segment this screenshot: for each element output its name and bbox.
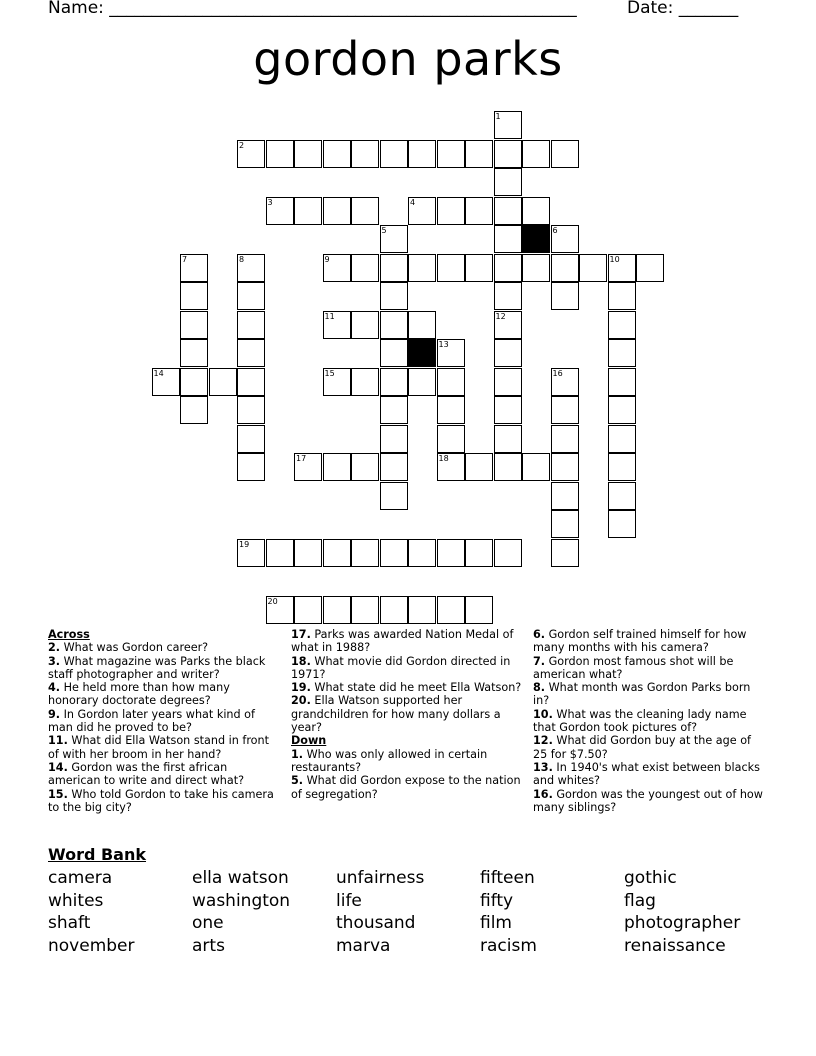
clue-number: 16 [552,368,563,378]
crossword-cell[interactable] [494,225,522,253]
clues-column-1 [48,628,282,814]
crossword-cell[interactable] [266,140,294,168]
crossword-cell[interactable] [180,282,208,310]
crossword-cell[interactable] [636,254,664,282]
crossword-cell[interactable] [351,368,379,396]
word-bank-item: ella watson [192,868,289,888]
crossword-cell[interactable] [351,197,379,225]
across-clue: 20. Ella Watson supported her grandchildren for how many dollars a year? [291,694,501,735]
word-bank-heading: Word Bank [48,845,147,864]
clue-number: 3 [267,197,273,207]
crossword-cell[interactable] [180,311,208,339]
crossword-cell[interactable] [608,482,636,510]
crossword-cell[interactable] [465,539,493,567]
crossword-cell[interactable] [437,254,465,282]
crossword-cell[interactable] [237,539,265,567]
crossword-cell[interactable] [408,311,436,339]
crossword-cell[interactable] [608,368,636,396]
crossword-cell[interactable] [380,140,408,168]
word-bank-item: film [480,913,512,934]
clue-number: 14 [153,368,164,378]
crossword-cell[interactable] [323,197,351,225]
word-bank-item: racism [480,935,537,956]
crossword-cell[interactable] [408,140,436,168]
crossword-cell[interactable] [608,311,636,339]
crossword-cell[interactable] [437,453,465,481]
crossword-cell[interactable] [551,425,579,453]
clue-number: 9 [324,254,330,264]
down-clue: 7. Gordon most famous shot will be american what? [533,654,734,681]
down-heading: Down [291,734,327,748]
clue-number: 5 [381,226,387,235]
clue-number: 12 [495,311,506,321]
crossword-cell[interactable] [608,425,636,453]
crossword-cell[interactable] [551,282,579,310]
word-bank-item: fifteen [480,868,535,888]
crossword-cell[interactable] [294,453,322,481]
clue-number: 20 [267,596,278,606]
crossword-cell[interactable] [608,339,636,367]
crossword-cell[interactable] [380,339,408,367]
crossword-cell[interactable] [551,453,579,481]
crossword-cell[interactable] [266,539,294,567]
crossword-cell[interactable] [408,368,436,396]
word-bank-item: one [192,913,224,934]
crossword-cell[interactable] [380,425,408,453]
crossword-cell[interactable] [152,368,180,396]
word-bank-item: flag [624,890,656,911]
clue-number: 2 [239,140,245,150]
crossword-cell[interactable] [551,140,579,168]
crossword-cell[interactable] [551,368,579,396]
crossword-cell[interactable] [294,539,322,567]
down-clue: 8. What month was Gordon Parks born in? [533,681,751,708]
crossword-cell[interactable] [380,282,408,310]
crossword-cell[interactable] [323,254,351,282]
crossword-cell[interactable] [408,254,436,282]
word-bank-item: gothic [624,868,677,888]
across-clue: 15. Who told Gordon to take his camera to the big city? [48,787,274,814]
crossword-cell[interactable] [237,368,265,396]
crossword-cell[interactable] [180,396,208,424]
crossword-cell[interactable] [608,510,636,538]
crossword-cell[interactable] [380,453,408,481]
word-bank-item: washington [192,890,291,911]
crossword-cell[interactable] [408,596,436,624]
clue-number: 19 [239,539,250,549]
down-clue: 12. What did Gordon buy at the age of 25 for $7.50? [533,734,751,761]
crossword-cell[interactable] [494,539,522,567]
crossword-cell[interactable] [608,396,636,424]
crossword-cell[interactable] [437,396,465,424]
word-bank-item: whites [48,890,104,911]
crossword-cell[interactable] [323,140,351,168]
crossword-cell[interactable] [494,368,522,396]
crossword-cell[interactable] [380,596,408,624]
crossword-cell[interactable] [408,539,436,567]
crossword-cell[interactable] [294,197,322,225]
across-clue: 9. In Gordon later years what kind of man did he proved to be? [48,707,255,735]
crossword-cell[interactable] [494,140,522,168]
crossword-cell[interactable] [351,311,379,339]
crossword-cell[interactable] [351,596,379,624]
crossword-cell[interactable] [323,368,351,396]
crossword-cell[interactable] [608,453,636,481]
down-clue: 13. In 1940's what exist between blacks and whites? [533,760,760,788]
crossword-cell[interactable] [522,453,550,481]
clue-number: 8 [239,254,245,264]
crossword-cell[interactable] [323,311,351,339]
crossword-cell[interactable] [209,368,237,396]
crossword-cell[interactable] [551,482,579,510]
word-bank-item: november [48,935,135,956]
crossword-cell[interactable] [351,140,379,168]
crossword-cell[interactable] [437,368,465,396]
crossword-cell[interactable] [465,197,493,225]
clue-number: 4 [410,197,416,207]
clue-number: 6 [552,226,558,235]
crossword-cell[interactable] [266,596,294,624]
word-bank-item: camera [48,868,113,888]
crossword-cell[interactable] [494,168,522,196]
crossword-cell[interactable] [294,596,322,624]
crossword-cell[interactable] [237,254,265,282]
crossword-cell[interactable] [237,311,265,339]
down-clue: 16. Gordon was the youngest out of how many siblings? [533,787,763,814]
across-clue: 2. What was Gordon career? [48,641,209,655]
crossword-cell[interactable] [551,225,579,253]
across-clue: 17. Parks was awarded Nation Medal of what in 1988? [291,628,514,655]
word-bank-item: renaissance [624,935,726,956]
down-clue: 6. Gordon self trained himself for how many months with his camera? [533,628,747,655]
crossword-cell[interactable] [465,254,493,282]
word-bank-column [336,867,480,957]
crossword-cell[interactable] [437,425,465,453]
clue-number: 1 [495,112,501,121]
crossword-cell[interactable] [323,453,351,481]
word-bank-column [624,867,768,957]
clue-number: 11 [324,311,335,321]
name-field-label: Name: _______________________________________________________ [48,0,577,18]
crossword-cell[interactable] [551,254,579,282]
word-bank-item: photographer [624,913,741,934]
word-bank-item: life [336,890,362,911]
crossword-cell[interactable] [608,282,636,310]
clue-number: 10 [609,254,620,264]
crossword-cell[interactable] [494,453,522,481]
crossword-cell[interactable] [522,197,550,225]
crossword-cell[interactable] [494,282,522,310]
crossword-cell[interactable] [380,368,408,396]
word-bank-item: shaft [48,913,91,934]
crossword-cell[interactable] [522,254,550,282]
clue-number: 15 [324,368,335,378]
crossword-cell[interactable] [323,539,351,567]
down-clue: 1. Who was only allowed in certain restaurants? [291,747,488,774]
word-bank-item: unfairness [336,868,425,888]
crossword-cell[interactable] [237,453,265,481]
crossword-cell[interactable] [237,140,265,168]
crossword-cell[interactable] [380,254,408,282]
crossword-cell[interactable] [237,339,265,367]
crossword-cell[interactable] [608,254,636,282]
across-heading: Across [48,628,90,641]
date-field-label: Date: _______ [627,0,739,18]
word-bank-column [48,867,192,957]
crossword-cell[interactable] [380,311,408,339]
word-bank-column [192,867,336,957]
across-clue: 11. What did Ella Watson stand in front of with her broom in her hand? [48,734,270,761]
crossword-cell[interactable] [522,140,550,168]
crossword-cell[interactable] [465,596,493,624]
down-clue: 5. What did Gordon expose to the nation of segregation? [291,774,521,801]
word-bank-item: marva [336,935,391,956]
crossword-cell[interactable] [266,197,294,225]
crossword-cell[interactable] [180,339,208,367]
crossword-cell[interactable] [380,396,408,424]
crossword-cell[interactable] [551,396,579,424]
crossword-cell[interactable] [437,339,465,367]
crossword-cell[interactable] [180,368,208,396]
black-square [408,339,436,367]
crossword-cell[interactable] [465,140,493,168]
crossword-cell[interactable] [323,596,351,624]
crossword-cell[interactable] [380,539,408,567]
crossword-cell[interactable] [380,225,408,253]
crossword-cell[interactable] [437,539,465,567]
crossword-cell[interactable] [579,254,607,282]
crossword-cell[interactable] [180,254,208,282]
clues-column-3 [533,628,765,814]
crossword-cell[interactable] [294,140,322,168]
word-bank-item: fifty [480,890,514,911]
crossword-cell[interactable] [551,510,579,538]
crossword-cell[interactable] [237,425,265,453]
crossword-cell[interactable] [494,339,522,367]
crossword-cell[interactable] [465,453,493,481]
crossword-cell[interactable] [237,282,265,310]
crossword-cell[interactable] [494,396,522,424]
black-square [522,225,550,253]
crossword-cell[interactable] [408,197,436,225]
crossword-cell[interactable] [494,254,522,282]
crossword-cell[interactable] [437,197,465,225]
word-bank-item: arts [192,935,225,956]
crossword-cell[interactable] [494,111,522,139]
across-clue: 4. He held more than how many honorary doctorate degrees? [48,681,230,708]
clue-number: 7 [182,254,188,264]
clue-number: 13 [438,340,449,349]
crossword-cell[interactable] [494,425,522,453]
crossword-cell[interactable] [351,453,379,481]
crossword-cell[interactable] [237,396,265,424]
across-clue: 3. What magazine was Parks the black staff photographer and writer? [48,654,266,681]
crossword-cell[interactable] [351,539,379,567]
clues-column-2 [291,628,523,801]
down-clue: 10. What was the cleaning lady name that Gordon took pictures of? [533,707,747,735]
page-title: gordon parks [253,32,563,86]
crossword-cell[interactable] [494,311,522,339]
across-clue: 18. What movie did Gordon directed in 1971? [291,654,511,681]
clue-number: 18 [438,454,449,463]
crossword-cell[interactable] [437,140,465,168]
crossword-cell[interactable] [351,254,379,282]
crossword-cell[interactable] [494,197,522,225]
crossword-cell[interactable] [380,482,408,510]
crossword-cell[interactable] [551,539,579,567]
clue-number: 17 [296,454,307,463]
word-bank-item: thousand [336,913,416,934]
across-clue: 19. What state did he meet Ella Watson? [291,681,522,695]
word-bank-column [480,867,624,957]
crossword-cell[interactable] [437,596,465,624]
across-clue: 14. Gordon was the first african american to write and direct what? [48,760,245,788]
